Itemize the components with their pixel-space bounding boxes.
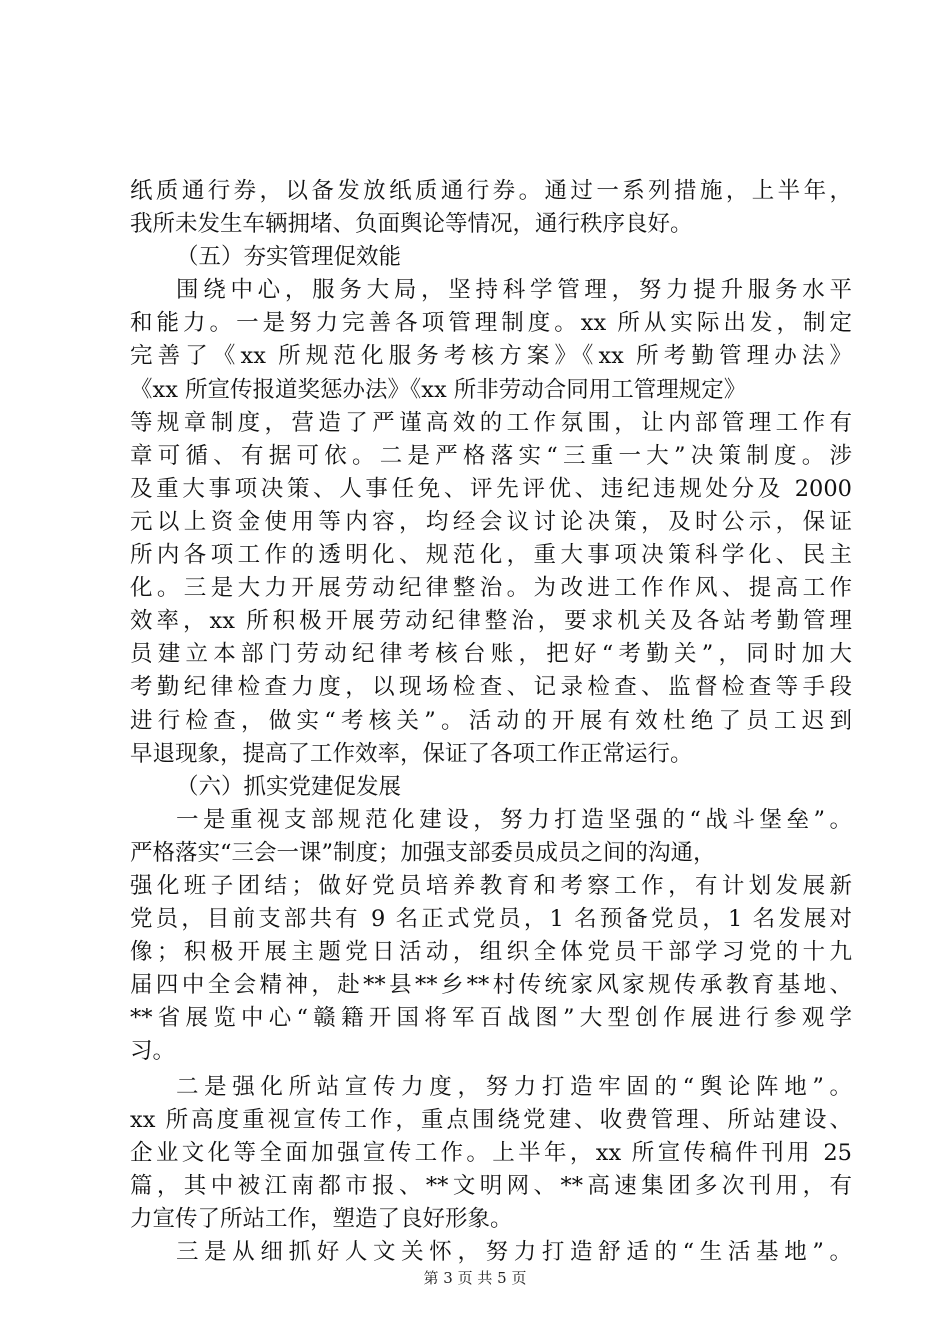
text-line: 所内各项工作的透明化、规范化，重大事项决策科学化、民主: [130, 542, 852, 569]
text-line: 及重大事项决策、人事任免、评先评优、违纪违规处分及 2000: [130, 475, 852, 502]
text-line: 章可循、有据可依。二是严格落实“三重一大”决策制度。涉: [130, 442, 852, 469]
text-line: 党员，目前支部共有 9 名正式党员，1 名预备党员，1 名发展对: [130, 906, 852, 933]
text-line: 强化班子团结；做好党员培养教育和考察工作，有计划发展新: [130, 872, 852, 899]
text-line: 元以上资金使用等内容，均经会议讨论决策，及时公示，保证: [130, 508, 852, 535]
text-line: 员建立本部门劳动纪律考核台账，把好“考勤关”，同时加大: [130, 641, 852, 668]
text-line: 力宣传了所站工作，塑造了良好形象。: [130, 1205, 513, 1232]
text-line: 篇，其中被江南都市报、**文明网、**高速集团多次刊用，有: [130, 1172, 852, 1199]
text-line: 完善了《xx 所规范化服务考核方案》《xx 所考勤管理办法》: [130, 343, 852, 370]
section-heading: （六）抓实党建促发展: [176, 773, 402, 800]
text-line: **省展览中心“赣籍开国将军百战图”大型创作展进行参观学: [130, 1005, 852, 1032]
text-line: 效率，xx 所积极开展劳动纪律整治，要求机关及各站考勤管理: [130, 608, 852, 635]
text-line: 进行检查，做实“考核关”。活动的开展有效杜绝了员工迟到: [130, 707, 852, 734]
text-line: 和能力。一是努力完善各项管理制度。xx 所从实际出发，制定: [130, 310, 852, 337]
text-line: 习。: [130, 1038, 176, 1065]
text-line: 等规章制度，营造了严谨高效的工作氛围，让内部管理工作有: [130, 409, 852, 436]
text-line: 严格落实“三会一课”制度；加强支部委员成员之间的沟通，: [130, 839, 716, 866]
section-heading: （五）夯实管理促效能: [176, 244, 402, 271]
text-line: 像；积极开展主题党日活动，组织全体党员干部学习党的十九: [130, 939, 852, 966]
text-line: 纸质通行券，以备发放纸质通行券。通过一系列措施，上半年，: [130, 178, 852, 204]
text-line: 《xx 所宣传报道奖惩办法》《xx 所非劳动合同用工管理规定》: [130, 376, 747, 403]
page-footer: 第 3 页 共 5 页: [423, 1269, 527, 1287]
text-line: 围绕中心，服务大局，坚持科学管理，努力提升服务水平: [176, 277, 852, 304]
text-line: 企业文化等全面加强宣传工作。上半年，xx 所宣传稿件刊用 25: [130, 1139, 852, 1166]
text-line: 一是重视支部规范化建设，努力打造坚强的“战斗堡垒”。: [176, 806, 852, 833]
text-line: 三是从细抓好人文关怀，努力打造舒适的“生活基地”。: [176, 1239, 852, 1265]
text-line: 早退现象，提高了工作效率，保证了各项工作正常运行。: [130, 740, 693, 767]
text-line: xx 所高度重视宣传工作，重点围绕党建、收费管理、所站建设、: [130, 1106, 852, 1133]
document-body: [130, 175, 852, 1269]
text-line: 我所未发生车辆拥堵、负面舆论等情况，通行秩序良好。: [130, 211, 693, 238]
text-line: 考勤纪律检查力度，以现场检查、记录检查、监督检查等手段: [130, 674, 852, 701]
text-line: 二是强化所站宣传力度，努力打造牢固的“舆论阵地”。: [176, 1073, 852, 1100]
text-line: 化。三是大力开展劳动纪律整治。为改进工作作风、提高工作: [130, 575, 852, 602]
text-line: 届四中全会精神，赴**县**乡**村传统家风家规传承教育基地、: [130, 972, 852, 999]
